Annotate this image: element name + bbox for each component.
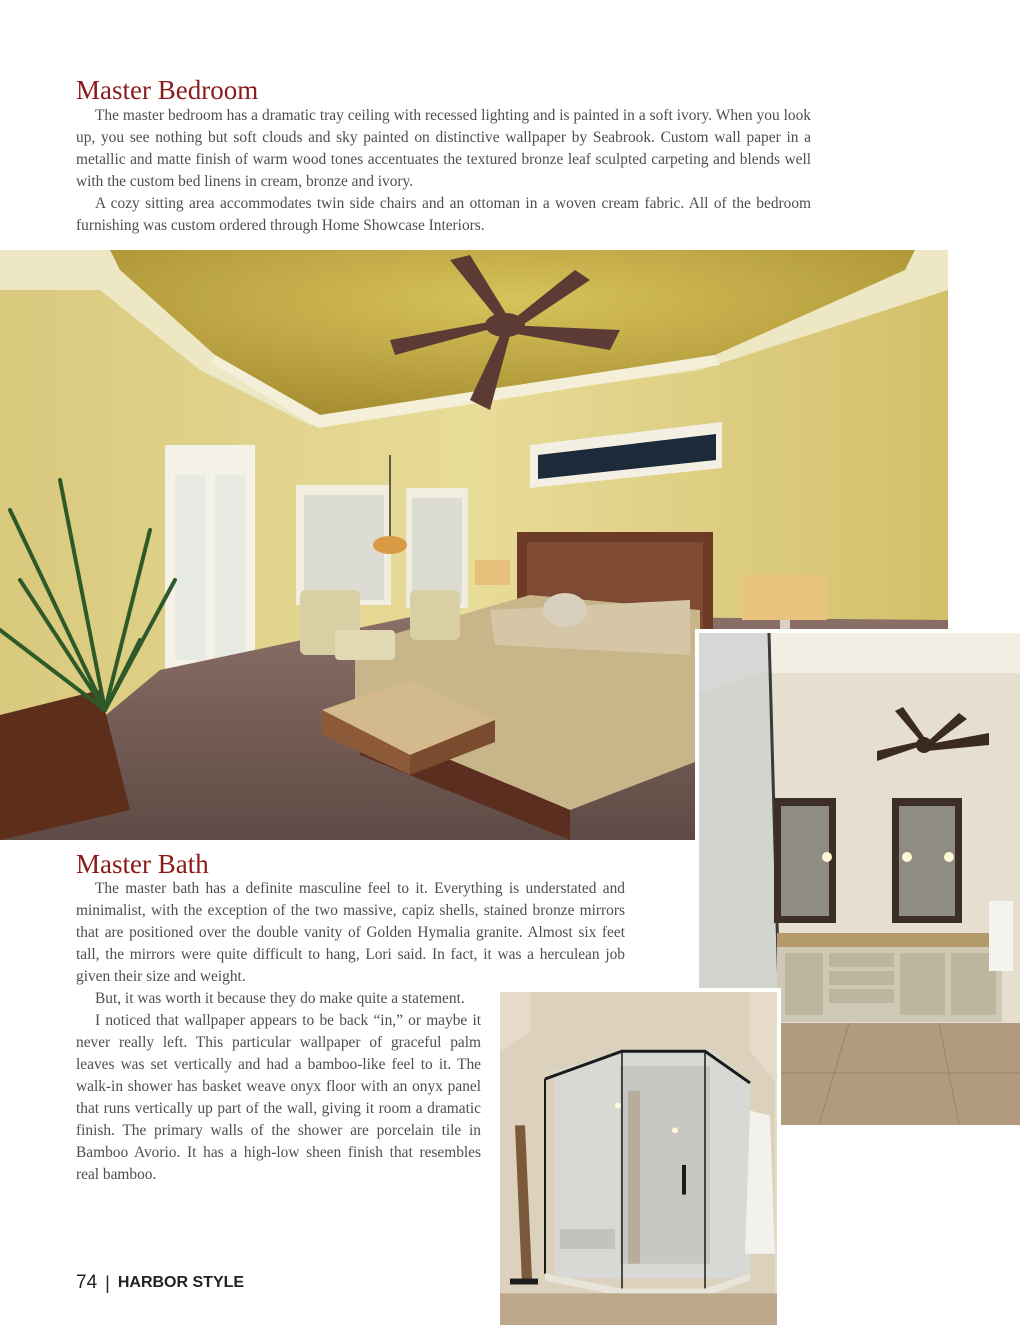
bath-paragraph-2: But, it was worth it because they do make quite a statement. [95,990,465,1007]
bath-heading: Master Bath [76,849,209,879]
bedroom-article-text [76,105,811,237]
footer-separator: | [105,1272,110,1293]
bath-paragraph-1: The master bath has a definite masculine feel to it. Everything is understated and minimalist, with the exception of the two massive, capiz shells, stained bronze mirrors that are positioned over the double vanity of Golden Hymalia granite. Almost six feet tall, the mirrors were quite difficult to hang, Lori said. In fact, it was a herculean job given their size and weight. [76,880,625,985]
page-footer [76,1272,244,1294]
bath-paragraph-3: I noticed that wallpaper appears to be back “in,” or maybe it never really left. This particular wallpaper of graceful palm leaves was set vertically and had a bamboo-like feel to it. The walk-in shower has basket weave onyx floor with an onyx panel that runs vertically up part of the wall, giving it room a dramatic finish. The primary walls of the shower are porcelain tile in Bamboo Avorio. It has a high-low sheen finish that resembles real bamboo. [76,1012,481,1183]
page-number: 74 [76,1272,98,1293]
bedroom-heading: Master Bedroom [76,75,259,105]
bedroom-paragraph-2: A cozy sitting area accommodates twin side chairs and an ottoman in a woven cream fabric. All of the bedroom furnishing was custom ordered through Home Showcase Interiors. [76,195,811,234]
bath-shower-photo [496,988,781,1329]
bedroom-paragraph-1: The master bedroom has a dramatic tray ceiling with recessed lighting and is painted in a soft ivory. When you look up, you see nothing but soft clouds and sky painted on distinctive wallpaper by Seabrook. Custom wall paper in a metallic and matte finish of warm wood tones accentuates the textured bronze leaf sculpted carpeting and blends well with the custom bed linens in cream, bronze and ivory. [76,107,811,190]
bath-article-text-wide [76,878,625,988]
bath-article-text-narrow [76,988,481,1186]
publication-name: HARBOR STYLE [117,1274,245,1291]
